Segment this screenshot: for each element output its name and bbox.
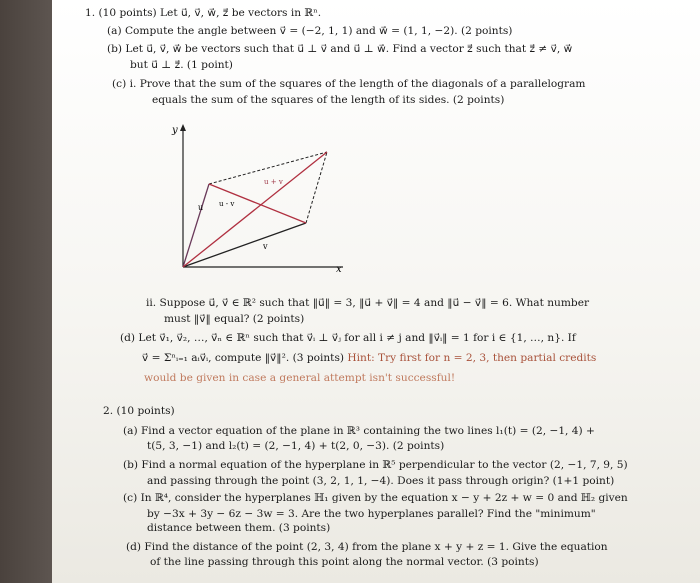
label-u-plus-v: u + v bbox=[264, 178, 283, 186]
background-shadow bbox=[0, 0, 52, 583]
q1-part-d-line1: (d) Let v⃗₁, v⃗₂, …, v⃗ₙ ∈ ℝⁿ such that v⃗ᵢ ⊥ v⃗ⱼ for all i ≠ j and ‖v⃗ᵢ‖ = 1 for i ∈ {1, …, n}. If bbox=[120, 332, 576, 344]
label-u: u bbox=[198, 203, 204, 212]
parallelogram-figure bbox=[165, 122, 350, 272]
label-v: v bbox=[263, 242, 268, 251]
q1-part-c-i-line1: (c) i. Prove that the sum of the squares of the length of the diagonals of a parallelogram bbox=[112, 78, 586, 90]
q2-part-c-line2: by −3x + 3y − 6z − 3w = 3. Are the two hyperplanes parallel? Find the "minimum" bbox=[147, 508, 596, 520]
q2-part-d-line1: (d) Find the distance of the point (2, 3, 4) from the plane x + y + z = 1. Give the equation bbox=[126, 541, 608, 553]
q1-header: 1. (10 points) Let u⃗, v⃗, w⃗, z⃗ be vectors in ℝⁿ. bbox=[85, 7, 322, 19]
q1-part-c-i-line2: equals the sum of the squares of the length of its sides. (2 points) bbox=[152, 94, 505, 106]
label-u-minus-v: u - v bbox=[219, 200, 235, 208]
q1-part-a: (a) Compute the angle between v⃗ = (−2, 1, 1) and w⃗ = (1, 1, −2). (2 points) bbox=[107, 25, 513, 37]
diagonal-u-plus-v bbox=[183, 152, 327, 267]
q1-part-c-ii-line2: must ‖v⃗‖ equal? (2 points) bbox=[164, 313, 305, 325]
y-axis-arrow bbox=[180, 124, 186, 131]
vector-v bbox=[183, 223, 306, 267]
q2-part-b-line1: (b) Find a normal equation of the hyperplane in ℝ⁵ perpendicular to the vector (2, −1, 7, 9, 5) bbox=[123, 459, 628, 471]
q2-part-d-line2: of the line passing through this point along the normal vector. (3 points) bbox=[150, 556, 539, 568]
q1-part-d-line3: would be given in case a general attempt isn't successful! bbox=[144, 372, 456, 384]
q2-part-b-line2: and passing through the point (3, 2, 1, 1, −4). Does it pass through origin? (1+1 point) bbox=[147, 475, 615, 487]
q1-part-d-line2 bbox=[142, 352, 596, 365]
q1-part-d-hint: Hint: Try first for n = 2, 3, then partial credits bbox=[347, 352, 597, 364]
x-axis-label: x bbox=[336, 264, 342, 272]
q2-part-a-line1: (a) Find a vector equation of the plane in ℝ³ containing the two lines l₁(t) = (2, −1, 4) + bbox=[123, 425, 595, 437]
q2-header: 2. (10 points) bbox=[103, 405, 175, 417]
q2-part-a-line2: t(5, 3, −1) and l₂(t) = (2, −1, 4) + t(2, 0, −3). (2 points) bbox=[147, 440, 445, 452]
q2-part-c-line1: (c) In ℝ⁴, consider the hyperplanes ℍ₁ given by the equation x − y + 2z + w = 0 and ℍ₂ given bbox=[123, 492, 628, 504]
q1-part-b-line1: (b) Let u⃗, v⃗, w⃗ be vectors such that u⃗ ⊥ v⃗ and u⃗ ⊥ w⃗. Find a vector z⃗ such that z⃗ ≠ v⃗, w⃗ bbox=[107, 43, 573, 55]
side-u-dashed bbox=[306, 152, 327, 223]
q1-part-d-formula: v⃗ = Σⁿᵢ₌₁ aᵢv⃗ᵢ, compute ‖v⃗‖². (3 points) bbox=[142, 352, 345, 364]
vector-u bbox=[183, 184, 209, 267]
q1-part-b-line2: but u⃗ ⊥ z⃗. (1 point) bbox=[130, 59, 233, 71]
q2-part-c-line3: distance between them. (3 points) bbox=[147, 522, 331, 534]
q1-part-c-ii-line1: ii. Suppose u⃗, v⃗ ∈ ℝ² such that ‖u⃗‖ = 3, ‖u⃗ + v⃗‖ = 4 and ‖u⃗ − v⃗‖ = 6. What number bbox=[146, 297, 590, 309]
y-axis-label: y bbox=[172, 125, 178, 136]
